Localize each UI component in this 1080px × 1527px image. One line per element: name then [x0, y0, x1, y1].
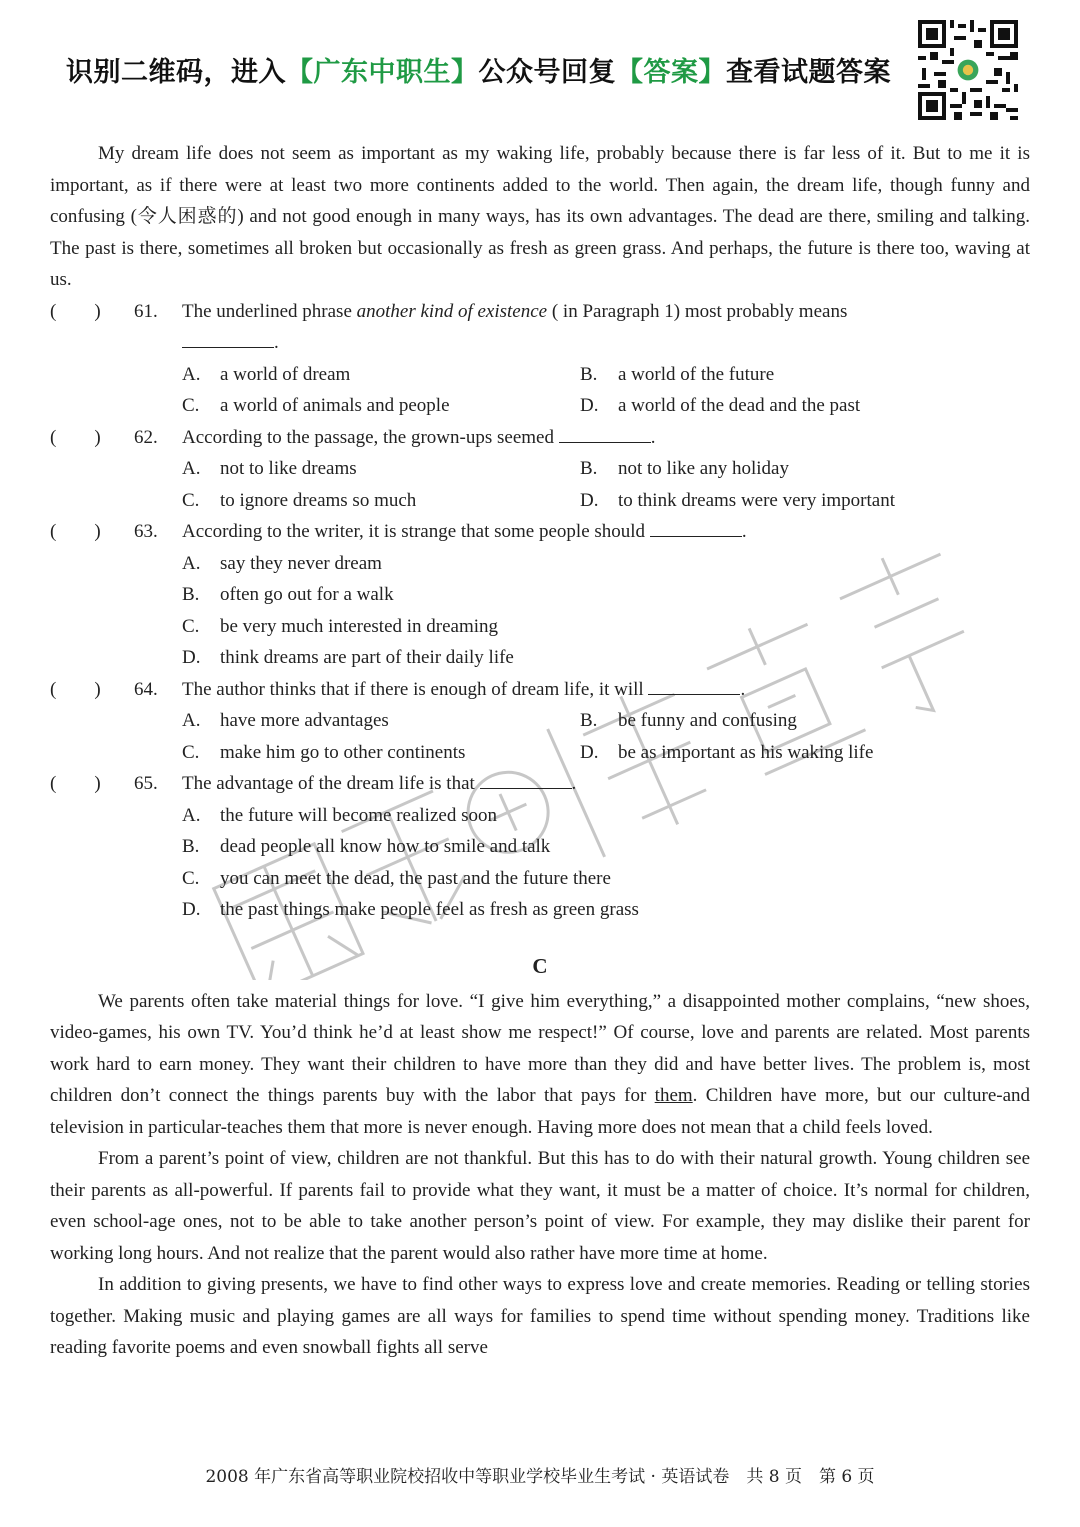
option-a[interactable] [182, 705, 389, 737]
question-stem [182, 296, 1030, 328]
exam-content [50, 138, 1030, 1364]
option-letter: B. [580, 458, 598, 479]
stem-text: The underlined phrase [182, 300, 357, 322]
option-c[interactable] [182, 390, 450, 422]
option-letter: C. [182, 741, 200, 763]
question-63 [50, 516, 1030, 548]
option-letter: A. [182, 458, 201, 479]
option-letter: D. [580, 395, 599, 416]
answer-blank[interactable] [650, 520, 742, 537]
section-c-paragraph-2: From a parent’s point of view, children are not thankful. But this has to do with their natural growth. Young children see their parents as all-powerful. If parents fail to provide what they want, it must be a matter of choice. It’s normal for children, even school-age ones, not to be able to take another person’s point of view. For example, they may dislike their parent for working long hours. And not realize that the parent would also rather have more time at home. [50, 1148, 1030, 1264]
banner-text [66, 50, 891, 89]
option-b[interactable] [580, 453, 789, 485]
option-letter: C. [182, 489, 200, 511]
option-text: be as important as his waking life [618, 741, 874, 763]
option-letter: D. [580, 489, 599, 511]
options-row [50, 453, 1030, 485]
answer-blank[interactable] [559, 426, 651, 443]
paragraph-text-post: . Children have more, but our culture-and television in particular-teaches them that more is never enough. Having more does not mean that a child feels loved. [50, 1085, 1031, 1138]
qr-code-icon[interactable] [918, 20, 1018, 120]
question-62 [50, 422, 1030, 454]
option-letter: A. [182, 710, 201, 731]
option-d[interactable] [50, 642, 1030, 674]
question-number: 64. [134, 678, 158, 700]
option-text: think dreams are part of their daily life [220, 647, 514, 668]
option-letter: D. [580, 741, 599, 763]
options-row [50, 485, 1030, 517]
option-text: a world of the future [618, 363, 775, 385]
option-a[interactable] [182, 453, 357, 485]
question-number: 65. [134, 773, 158, 794]
question-stem [182, 422, 1030, 454]
answer-paren[interactable]: ( ) [50, 426, 101, 448]
option-a[interactable] [50, 800, 1030, 832]
stem-end: . [274, 332, 279, 353]
option-text: to think dreams were very important [618, 489, 896, 511]
option-letter: B. [580, 363, 598, 385]
option-text: a world of animals and people [220, 395, 450, 416]
answer-blank[interactable] [182, 331, 274, 348]
banner-middle: 公众号回复 [478, 57, 616, 88]
option-letter: D. [182, 647, 201, 668]
question-number: 63. [134, 521, 158, 542]
stem-text: The advantage of the dream life is that [182, 773, 475, 794]
question-stem [182, 768, 1030, 800]
stem-end: . [741, 521, 747, 542]
option-letter: A. [182, 363, 201, 385]
question-61 [50, 296, 1030, 328]
stem-text-post: ( in Paragraph 1) most probably means [547, 300, 848, 322]
option-c[interactable] [50, 611, 1030, 643]
answer-paren[interactable]: ( ) [50, 678, 101, 700]
banner-highlight-account: 【广东中职生】 [286, 57, 479, 88]
answer-paren[interactable]: ( ) [50, 300, 101, 322]
option-text: often go out for a walk [220, 584, 394, 605]
option-letter: B. [182, 584, 200, 605]
section-c-paragraph-1 [50, 986, 1030, 1144]
option-a[interactable] [182, 359, 350, 391]
option-text: make him go to other continents [220, 741, 466, 763]
page-footer: 2008 年广东省高等职业院校招收中等职业学校毕业生考试 · 英语试卷 共 8 页 第 6 页 [205, 1467, 875, 1487]
option-letter: D. [182, 899, 201, 920]
answer-blank[interactable] [648, 678, 740, 695]
option-d[interactable] [580, 737, 873, 769]
stem-italic-phrase: another kind of existence [356, 300, 548, 322]
stem-end: . [650, 426, 656, 448]
option-text: to ignore dreams so much [220, 489, 417, 511]
answer-blank[interactable] [480, 772, 572, 789]
question-number: 62. [134, 426, 158, 448]
question-stem [182, 516, 1030, 548]
section-c-paragraph-3: In addition to giving presents, we have to find other ways to express love and create memories. Reading or telling stories together. Making music and playing games are all ways for families to spend time without spending money. Traditions like reading favorite poems and even snowball fights all serve [50, 1274, 1030, 1358]
option-c[interactable] [50, 863, 1030, 895]
question-64 [50, 674, 1030, 706]
option-letter: B. [580, 710, 598, 731]
stem-text: According to the writer, it is strange that some people should [182, 521, 646, 542]
option-text: you can meet the dead, the past and the future there [220, 867, 611, 889]
option-text: the past things make people feel as fresh as green grass [220, 899, 639, 920]
option-letter: C. [182, 395, 200, 416]
options-row [50, 390, 1030, 422]
option-text: not to like any holiday [618, 458, 789, 479]
option-text: be very much interested in dreaming [220, 615, 499, 637]
top-banner [0, 0, 1080, 125]
option-d[interactable] [580, 485, 895, 517]
options-row [50, 359, 1030, 391]
option-b[interactable] [580, 705, 797, 737]
option-c[interactable] [182, 737, 465, 769]
answer-paren[interactable]: ( ) [50, 773, 101, 794]
option-b[interactable] [580, 359, 774, 391]
option-b[interactable] [50, 579, 1030, 611]
banner-highlight-answer: 【答案】 [616, 57, 726, 88]
banner-prefix: 识别二维码，进入 [66, 57, 286, 88]
stem-text: The author thinks that if there is enough of dream life, it will [182, 678, 644, 700]
option-letter: A. [182, 804, 201, 826]
option-text: dead people all know how to smile and talk [220, 836, 551, 857]
question-61-blank-line [50, 327, 1030, 359]
options-row [50, 737, 1030, 769]
stem-text: According to the passage, the grown-ups seemed [182, 426, 554, 448]
option-letter: C. [182, 615, 200, 637]
option-text: have more advantages [220, 710, 389, 731]
banner-suffix: 查看试题答案 [726, 57, 891, 88]
paragraph-text: We parents often take material things for love. “I give him everything,” a disappointed mother complains, “new shoes, video-games, his own TV. You’d think he’d at least show me respect!” Of course, love and parents are related. Most parents work hard to earn money. They want their children to have more than they did and have better lives. The problem is, most children don’t connect the things parents buy with the labor that pays for [50, 990, 1030, 1106]
options-row [50, 705, 1030, 737]
question-stem [182, 674, 1030, 706]
option-letter: A. [182, 552, 201, 574]
passage-b-paragraph: My dream life does not seem as important as my waking life, probably because there is far less of it. But to me it is important, as if there were at least two more continents added to the world. Then again, the dream life, though funny and confusing (令人困惑的) and not good enough in many ways, has its own advantages. The dead are there, smiling and talking. The past is there, sometimes all broken but occasionally as fresh as green grass. And perhaps, the future is there too, waving at us. [50, 143, 1030, 290]
option-b[interactable] [50, 831, 1030, 863]
option-letter: C. [182, 867, 200, 889]
option-c[interactable] [182, 485, 416, 517]
option-text: a world of the dead and the past [618, 395, 861, 416]
option-letter: B. [182, 836, 200, 857]
option-a[interactable] [50, 548, 1030, 580]
option-text: not to like dreams [220, 458, 357, 479]
question-number: 61. [134, 300, 158, 322]
option-text: be funny and confusing [618, 710, 797, 731]
option-d[interactable] [580, 390, 860, 422]
stem-end: . [740, 678, 746, 700]
underlined-word: them [654, 1085, 693, 1106]
option-text: the future will become realized soon [220, 804, 497, 826]
option-text: say they never dream [220, 552, 382, 574]
stem-end: . [571, 773, 577, 794]
question-65 [50, 768, 1030, 800]
option-d[interactable] [50, 894, 1030, 926]
answer-paren[interactable]: ( ) [50, 521, 101, 542]
section-c-title: C [532, 953, 548, 978]
option-text: a world of dream [220, 363, 351, 385]
